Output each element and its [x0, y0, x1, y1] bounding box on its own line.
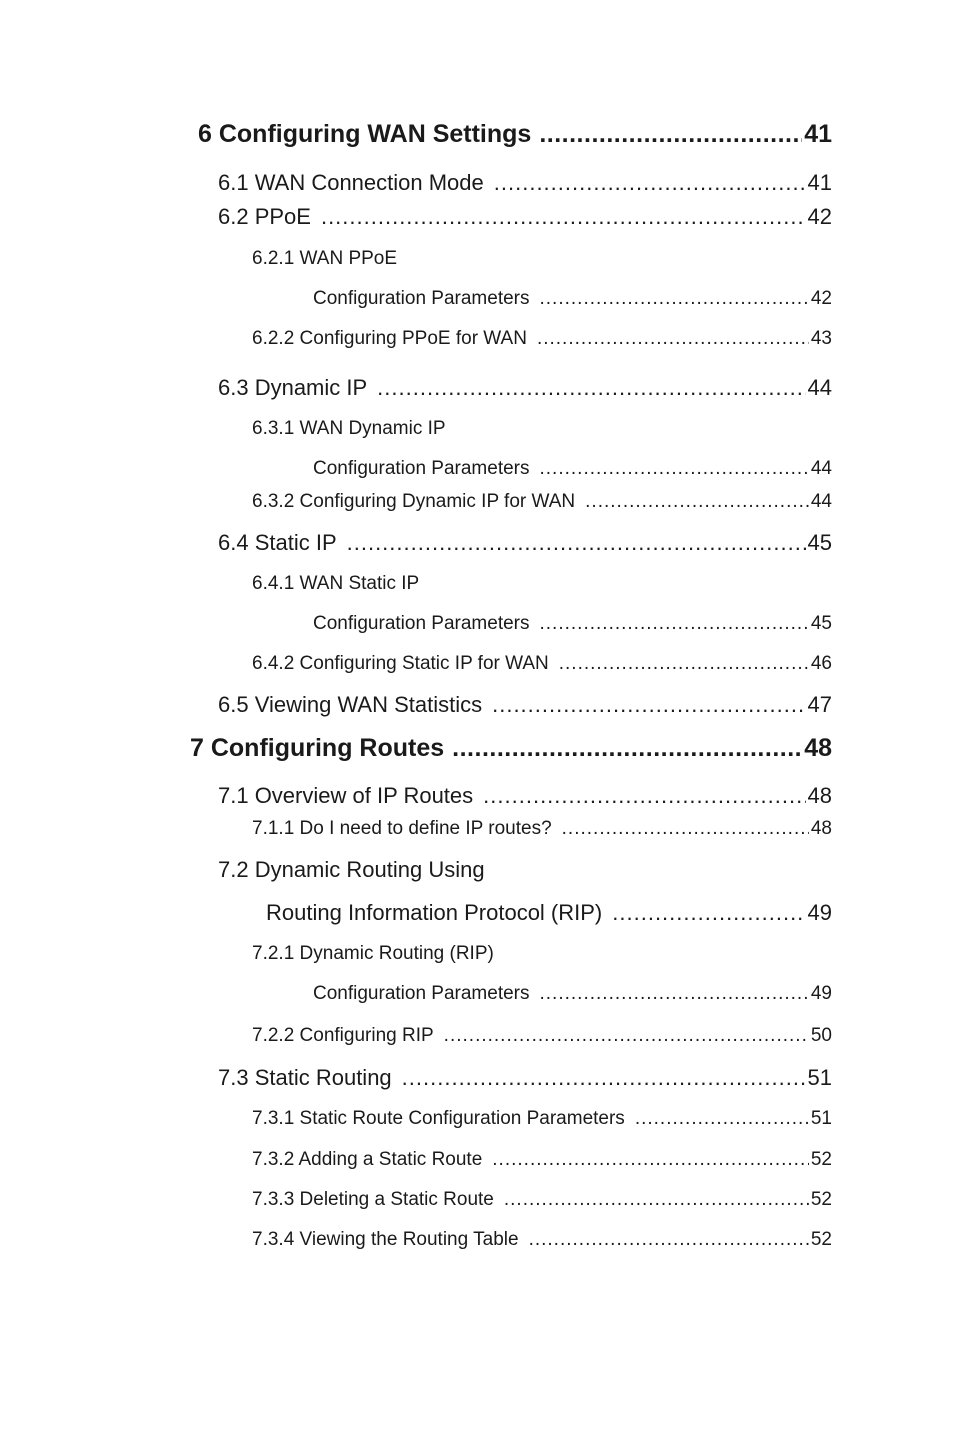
entry-title: 7.3.4 Viewing the Routing Table [252, 1229, 519, 1250]
leader-dots [492, 1149, 809, 1171]
entry-title: 6.2 PPoE [218, 204, 311, 229]
leader-dots [585, 491, 809, 513]
entry-title: 6.3.2 Configuring Dynamic IP for WAN [252, 491, 576, 512]
entry-page: 42 [807, 204, 832, 229]
entry-page: 49 [807, 900, 832, 925]
leader-dots [635, 1108, 809, 1130]
toc-entry-6-2-1-heading: 6.2.1 WAN PPoE [252, 248, 398, 269]
leader-dots [612, 900, 805, 926]
toc-entry-7-3[interactable] [218, 1065, 832, 1091]
toc-entry-6-4-2[interactable] [252, 653, 832, 675]
entry-page: 47 [807, 692, 832, 717]
entry-page: 50 [810, 1025, 832, 1046]
entry-title: Configuration Parameters [313, 613, 530, 634]
toc-entry-7-1[interactable] [218, 783, 832, 809]
toc-entry-6-3-1-heading: 6.3.1 WAN Dynamic IP [252, 418, 446, 439]
toc-entry-6-3-2[interactable] [252, 491, 832, 513]
leader-dots [402, 1065, 806, 1091]
leader-dots [504, 1189, 809, 1211]
toc-entry-7-2-2[interactable] [252, 1025, 832, 1047]
toc-entry-6-5[interactable] [218, 692, 832, 718]
entry-page: 42 [810, 288, 832, 309]
toc-entry-7-3-4[interactable] [252, 1229, 832, 1251]
entry-page: 46 [810, 653, 832, 674]
leader-dots [559, 653, 809, 675]
toc-entry-6-4[interactable] [218, 530, 832, 556]
toc-entry-7-2-1[interactable] [313, 983, 832, 1005]
toc-entry-6-3[interactable] [218, 375, 832, 401]
entry-title: 6.4.2 Configuring Static IP for WAN [252, 653, 549, 674]
toc-entry-6-2-1[interactable] [313, 288, 832, 310]
leader-dots [321, 204, 806, 230]
leader-dots [483, 783, 805, 809]
entry-title: 7.1 Overview of IP Routes [218, 783, 474, 808]
toc-entry-chapter-6[interactable] [198, 120, 832, 149]
toc-entry-6-2[interactable] [218, 204, 832, 230]
entry-title: 6.4 Static IP [218, 530, 337, 555]
leader-dots [540, 458, 809, 480]
leader-dots [529, 1229, 809, 1251]
entry-title: 7 Configuring Routes [190, 734, 445, 762]
entry-page: 41 [807, 170, 832, 195]
leader-dots [492, 692, 805, 718]
entry-title: 7.1.1 Do I need to define IP routes? [252, 818, 552, 839]
toc-entry-7-2[interactable] [266, 900, 832, 926]
entry-page: 44 [807, 375, 832, 400]
entry-title: Configuration Parameters [313, 288, 530, 309]
toc-entry-6-3-1[interactable] [313, 458, 832, 480]
entry-page: 48 [804, 734, 832, 762]
entry-page: 45 [807, 530, 832, 555]
entry-title: 6.2.2 Configuring PPoE for WAN [252, 328, 527, 349]
toc-entry-7-3-1[interactable] [252, 1108, 832, 1130]
entry-title: 7.2.2 Configuring RIP [252, 1025, 434, 1046]
leader-dots [540, 613, 809, 635]
entry-title: 6.3 Dynamic IP [218, 375, 368, 400]
entry-page: 52 [810, 1149, 832, 1170]
entry-page: 51 [807, 1065, 832, 1090]
entry-title: 7.3.3 Deleting a Static Route [252, 1189, 494, 1210]
toc-entry-6-2-2[interactable] [252, 328, 832, 350]
entry-page: 52 [810, 1229, 832, 1250]
entry-page: 52 [810, 1189, 832, 1210]
toc-entry-6-1[interactable] [218, 170, 832, 196]
leader-dots [444, 1025, 809, 1047]
entry-title: 6 Configuring WAN Settings [198, 120, 532, 148]
leader-dots [452, 734, 802, 763]
toc-entry-7-3-2[interactable] [252, 1149, 832, 1171]
leader-dots [539, 120, 802, 149]
entry-page: 41 [804, 120, 832, 148]
entry-title: 7.3.1 Static Route Configuration Parameters [252, 1108, 625, 1129]
entry-title: Routing Information Protocol (RIP) [266, 900, 603, 925]
toc-entry-6-4-1[interactable] [313, 613, 832, 635]
leader-dots [494, 170, 806, 196]
toc-entry-6-4-1-heading: 6.4.1 WAN Static IP [252, 573, 420, 594]
leader-dots [377, 375, 805, 401]
toc-entry-chapter-7[interactable] [190, 734, 832, 763]
entry-page: 51 [810, 1108, 832, 1129]
leader-dots [562, 818, 809, 840]
leader-dots [540, 288, 809, 310]
leader-dots [347, 530, 806, 556]
entry-page: 44 [810, 458, 832, 479]
entry-title: 7.3 Static Routing [218, 1065, 392, 1090]
toc-entry-7-3-3[interactable] [252, 1189, 832, 1211]
entry-title: 7.3.2 Adding a Static Route [252, 1149, 483, 1170]
entry-page: 49 [810, 983, 832, 1004]
toc-entry-7-2-1-heading: 7.2.1 Dynamic Routing (RIP) [252, 943, 494, 964]
entry-title: 6.1 WAN Connection Mode [218, 170, 484, 195]
entry-page: 44 [810, 491, 832, 512]
entry-title: 6.5 Viewing WAN Statistics [218, 692, 483, 717]
entry-title: Configuration Parameters [313, 983, 530, 1004]
entry-page: 48 [807, 783, 832, 808]
entry-page: 48 [810, 818, 832, 839]
entry-title: Configuration Parameters [313, 458, 530, 479]
toc-entry-7-2-heading: 7.2 Dynamic Routing Using [218, 857, 485, 882]
leader-dots [537, 328, 809, 350]
entry-page: 45 [810, 613, 832, 634]
leader-dots [540, 983, 809, 1005]
entry-page: 43 [810, 328, 832, 349]
toc-entry-7-1-1[interactable] [252, 818, 832, 840]
